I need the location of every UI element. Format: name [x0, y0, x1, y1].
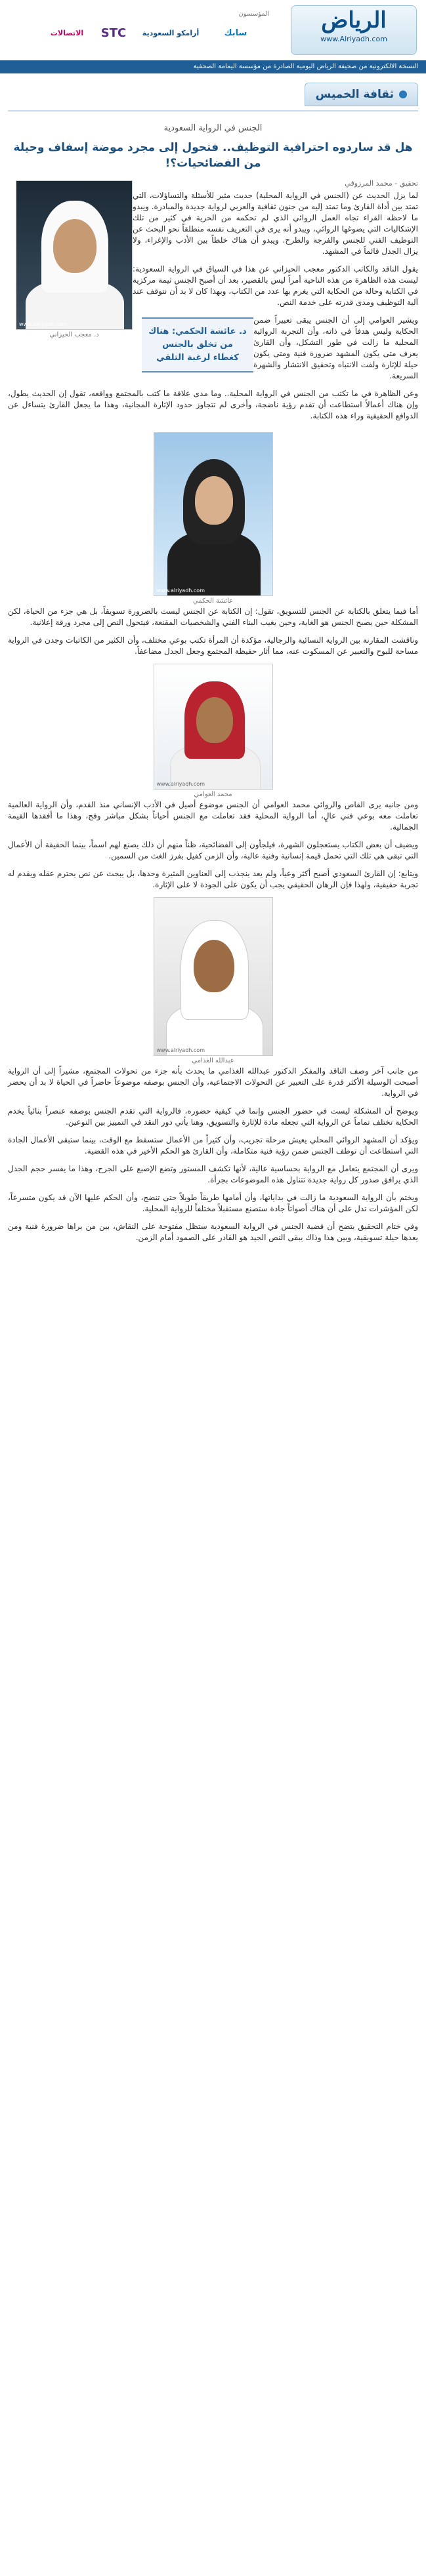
- section-title: ثقافة الخميس: [315, 88, 394, 101]
- sponsor-logo[interactable]: أرامكو السعودية: [142, 28, 200, 37]
- site-logo[interactable]: [291, 5, 417, 55]
- photo-caption: عائشة الحكمي: [192, 597, 234, 605]
- portrait-photo[interactable]: [154, 897, 273, 1056]
- top-nav-bar: النسخة الالكترونية من صحيفة الرياض اليومية الصادرة من مؤسسة اليمامة الصحفية: [0, 60, 426, 73]
- photo-credit: www.alriyadh.com: [156, 781, 205, 787]
- article-paragraph: ويوضح أن المشكلة ليست في حضور الجنس وإنما في كيفية حضوره، فالرواية التي تقدم الجنس بوصفه عنصراً بنائياً يخدم الحكاية تختلف تماماً عن الرواية التي تجعله مادة للإثارة والتسويق، وهنا يأتي دور النقد في التمييز بين النوعين.: [8, 1106, 418, 1127]
- article-paragraph: يقول الناقد والكاتب الدكتور معجب الحيزاني عن هذا في السياق في الرواية السعودية: ليست هذه الظاهرة من هذه الناحية أمراً ليس بالقصير، بعد أن أصبح الجنس ثيمة مركزية في الكتابة وحالة من الحكاية التي يغرم بها عدد من الكتاب، وبهذا كان لا بد أن نتوقف عند آلية التوظيف ومدى قدرته على خدمة النص.: [133, 264, 418, 307]
- article-paragraph: ويشير العوامي إلى أن الجنس يبقى تعبيراً ضمن الحكاية وليس هدفاً في ذاته، وأن التجربة الروائية المحلية ما زالت في طور التشكل، وأن القارئ يعرف متى يكون المشهد ضرورة فنية ومتى يكون حيلة للإثارة ولفت الانتباه وتحقيق الانتشار والشهرة السريعة.: [253, 315, 418, 380]
- article-paragraph: ويؤكد أن المشهد الروائي المحلي يعيش مرحلة تجريب، وأن كثيراً من الأعمال ستسقط مع الوقت، بينما ستبقى الأعمال الجادة التي استطاعت أن توظف الجنس ضمن رؤية فنية متكاملة، وأن القارئ هو الحكم الأخير في هذه القضية.: [8, 1135, 418, 1156]
- article: [0, 123, 426, 1243]
- article-paragraph: ويرى أن المجتمع يتعامل مع الرواية بحساسية عالية، لأنها تكشف المستور وتضع الإصبع على الجرح، وهذا ما يفسر حجم الجدل الذي يرافق صدور كل رواية جديدة تتناول هذه الموضوعات بجرأة.: [8, 1164, 418, 1184]
- site-header: [0, 0, 426, 60]
- article-paragraph: من جانب آخر وصف الناقد والمفكر الدكتور عبدالله الغذامي ما يحدث بأنه جزء من تحولات المجتمع، مشيراً إلى أن الرواية أصبحت الوسيلة الأكثر قدرة على التعبير عن التحولات الاجتماعية، وأن الجنس بوصفه موضوعاً حاضراً في الحياة لا بد أن يحضر في الرواية.: [8, 1066, 418, 1098]
- photo-block: [154, 432, 273, 605]
- article-paragraph: ومن جانبه يرى القاص والروائي محمد العوامي أن الجنس موضوع أصيل في الأدب الإنساني منذ القدم، وأن الرواية العالمية تعاملت معه بوعي فني عالٍ، أما الرواية المحلية فقد تعاملت مع الجنس أحياناً بشكل مباشر وفج، وهذا ما أفقدها القيمة الجمالية.: [8, 800, 418, 832]
- section-header: [8, 80, 418, 111]
- photo-caption: عبدالله الغذامي: [192, 1057, 234, 1064]
- article-paragraph: وعن الظاهرة في ما تكتب من الجنس في الرواية المحلية.. وما مدى علاقة ما كتب بالمجتمع وواقعه، تقول إن الحديث يطول، وإن هناك أعمالاً استطاعت أن تقدم رؤية ناضجة، وأخرى لم تتجاوز حدود الإثارة المجانية، وهذا ما يجعل القارئ يتساءل عن الدوافع الحقيقية وراء هذه الكتابة.: [8, 389, 418, 420]
- sponsors-strip: [9, 12, 272, 49]
- photo-figure: [53, 219, 96, 273]
- article-paragraph: وفي ختام التحقيق يتضح أن قضية الجنس في الرواية السعودية ستظل مفتوحة على النقاش، بين من يراها ضرورة فنية ومن يعدها حيلة تسويقية، وبين هذا وذاك يبقى النص الجيد هو القادر على الصمود أمام الزمن.: [8, 1222, 418, 1242]
- section-tab[interactable]: [305, 83, 418, 106]
- article-paragraph: ويتابع: إن القارئ السعودي أصبح أكثر وعياً، ولم يعد ينجذب إلى العناوين المثيرة وحدها، بل يبحث عن نص يحترم عقله ويقدم له تجربة حقيقية، ولهذا فإن الرهان الحقيقي يجب أن يكون على الجودة لا على الإثارة.: [8, 869, 418, 889]
- portrait-photo[interactable]: [154, 664, 273, 790]
- article-paragraph: ويختم بأن الرواية السعودية ما زالت في بداياتها، وأن أمامها طريقاً طويلاً حتى تنضج، وأن الحكم عليها الآن قد يكون متسرعاً، لكن المؤشرات تدل على أن هناك أصواتاً جادة ستصنع مستقبلاً مختلفاً للرواية المحلية.: [8, 1193, 418, 1213]
- portrait-photo[interactable]: [154, 432, 273, 596]
- article-kicker: الجنس في الرواية السعودية: [163, 123, 263, 133]
- logo-text: الرياض: [321, 7, 387, 33]
- photo-credit: www.alriyadh.com: [19, 321, 68, 327]
- photo-block: [154, 897, 273, 1064]
- bullet-icon: [399, 91, 407, 98]
- photo-block: [16, 180, 133, 338]
- photo-caption: د. معجب الحيزاني: [49, 331, 99, 338]
- article-byline: تحقيق - محمد المرزوقي: [345, 179, 418, 188]
- article-paragraph: وناقشت المقارنة بين الرواية النسائية والرجالية، مؤكدة أن المرأة تكتب بوعي مختلف، وأن الكثير من الكاتبات وجدن في الرواية مساحة للبوح والتعبير عن المسكوت عنه، مما أثار حفيظة المجتمع وجعل الجدل مضاعفاً.: [8, 635, 418, 656]
- article-paragraph: ويضيف أن بعض الكتاب يستعجلون الشهرة، فيلجأون إلى الفضائحية، ظناً منهم أن ذلك يصنع لهم اسماً، بينما الحقيقة أن الأعمال التي تبقى هي تلك التي تحمل قيمة إنسانية وفنية عالية، وأن الزمن كفيل بفرز الغث من السمين.: [8, 840, 418, 860]
- pull-quote: د. عائشة الحكمي: هناك من تخلق بالجنس كغطاء لرغبة التلقي: [142, 317, 253, 372]
- sponsor-logo[interactable]: الاتصالات: [50, 28, 84, 37]
- sponsors-label: المؤسسون: [238, 10, 269, 18]
- portrait-photo[interactable]: [16, 180, 133, 330]
- article-headline: هل قد ساردوه احترافية التوظيف.. فتحول إلى مجرد موضة إسفاف وحيلة من الفضائحيات؟!: [13, 141, 413, 170]
- sponsor-logo[interactable]: STC: [100, 26, 127, 40]
- photo-credit: www.alriyadh.com: [156, 588, 205, 594]
- article-paragraph: لما يزل الحديث عن (الجنس في الرواية المحلية) حديث مثير للأسئلة والتساؤلات، التي تمتد بين أداة القارئ وما تمتد إليه من جنون ثقافية والعربي لرواية جديدة والمبادرة. ويبدو ما لاحظه القراء تجاه العمل الروائي الذي لم تحكمه من الحرية في كثير من تلك الإشكاليات التي يصوغها الروائي، ويبدو أنه يرى في التعريف نفسه منطلقاً نحو البحث عن التوظيف الفني للجنس والفرجة والطرح. ويبدو أن هناك خلطاً بين الأدب والإغراء، ولا يزال الجدل قائماً في المشهد.: [133, 191, 418, 256]
- photo-caption: محمد العوامي: [194, 791, 232, 798]
- logo-url: www.Alriyadh.com: [320, 35, 387, 43]
- photo-figure: [195, 476, 233, 525]
- sponsor-logo[interactable]: سابك: [224, 28, 247, 38]
- photo-figure: [196, 697, 233, 743]
- photo-block: [154, 664, 273, 798]
- photo-figure: [194, 940, 234, 992]
- photo-credit: www.alriyadh.com: [156, 1047, 205, 1053]
- article-paragraph: أما فيما يتعلق بالكتابة عن الجنس للتسويق، تقول: إن الكتابة عن الجنس ليست بالضرورة تسويقاً، بل هي جزء من الحياة، لكن المشكلة حين يصبح الجنس هو الغاية، وحين يغيب البناء الفني والشخصيات المقنعة، فيتحول النص إلى مجرد ورقة إعلانية.: [8, 607, 418, 627]
